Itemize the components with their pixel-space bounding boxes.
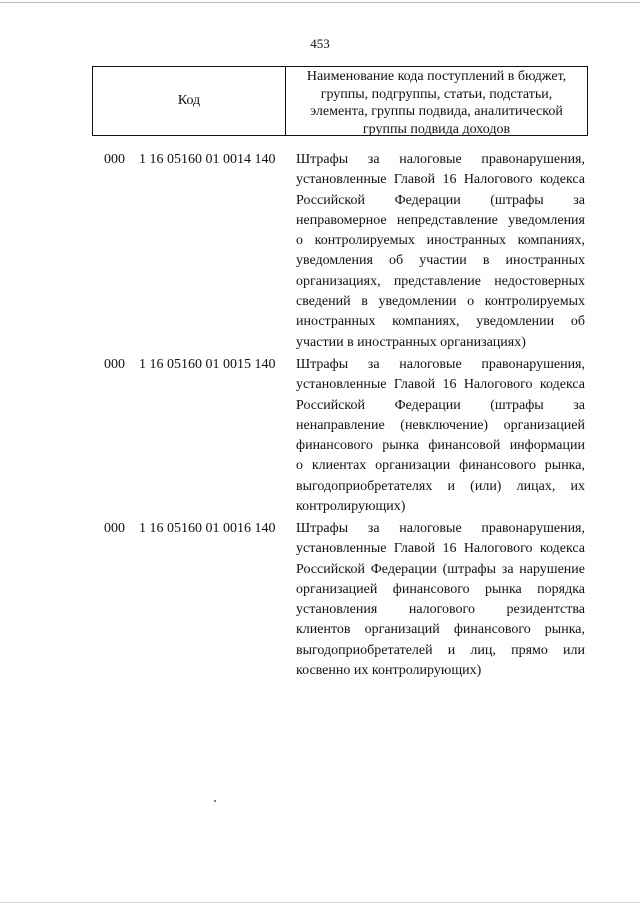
description-line: косвенно их контролирующих)	[296, 663, 482, 679]
description-line: о клиентах организации финансового рынка,	[296, 458, 585, 474]
description-line: Штрафы за налоговые правонарушения,	[296, 152, 585, 167]
header-name-line: группы, подгруппы, статьи, подстатьи,	[320, 86, 553, 102]
description-line: организацией финансового рынка порядка	[296, 581, 585, 597]
description-line: сведений в уведомлении о контролируемых	[296, 294, 585, 310]
scan-edge-top	[0, 2, 640, 3]
description-line: выгодоприобретателей и лиц, прямо или	[296, 642, 585, 658]
description-line: о контролируемых иностранных компаниях,	[296, 233, 585, 249]
header-code-label: Код	[177, 93, 201, 108]
admin-code: 000	[104, 521, 125, 536]
description-line: организациях, представление недостоверных	[296, 273, 585, 289]
description-line: финансового рынка финансовой информации	[296, 438, 585, 454]
description-line: ненаправление (невключение) организацией	[296, 417, 585, 433]
header-name-line: элемента, группы подвида, аналитической	[310, 104, 563, 119]
description-line: Штрафы за налоговые правонарушения,	[296, 521, 585, 536]
description-line: выгодоприобретателях и (или) лицах, их	[296, 478, 585, 494]
revenue-code: 1 16 05160 01 0014 140	[139, 152, 276, 167]
description-line: неправомерное непредставление уведомления	[296, 212, 585, 228]
description-line: Российской Федерации (штрафы за нарушение	[296, 561, 585, 577]
page-number: 453	[310, 36, 330, 51]
description-line: Российской Федерации (штрафы за	[296, 192, 585, 208]
header-code-cell	[93, 67, 286, 135]
admin-code: 000	[104, 357, 125, 372]
description-line: Штрафы за налоговые правонарушения,	[296, 357, 585, 372]
header-name-cell	[286, 67, 587, 135]
description-line: уведомления об участии в иностранных	[296, 253, 585, 269]
revenue-description	[296, 355, 585, 517]
header-name-line: группы подвида доходов	[362, 121, 511, 137]
revenue-code: 1 16 05160 01 0016 140	[139, 521, 276, 536]
description-line: установления налогового резидентства	[296, 602, 585, 618]
description-line: контролирующих)	[296, 499, 406, 515]
description-line: иностранных компаниях, уведомлении об	[296, 314, 585, 330]
description-line: установленные Главой 16 Налогового кодекса	[296, 377, 585, 393]
description-line: участии в иностранных организациях)	[296, 334, 526, 350]
scan-edge-bottom	[0, 902, 640, 903]
revenue-description	[296, 150, 585, 353]
scan-speck	[214, 800, 216, 802]
revenue-description	[296, 519, 585, 681]
description-line: Российской Федерации (штрафы за	[296, 397, 585, 413]
revenue-code: 1 16 05160 01 0015 140	[139, 357, 276, 372]
header-name-line: Наименование кода поступлений в бюджет,	[306, 69, 567, 84]
description-line: установленные Главой 16 Налогового кодекса	[296, 541, 585, 557]
admin-code: 000	[104, 152, 125, 167]
description-line: установленные Главой 16 Налогового кодекса	[296, 172, 585, 188]
table-header	[92, 66, 588, 136]
description-line: клиентов организаций финансового рынка,	[296, 622, 585, 638]
